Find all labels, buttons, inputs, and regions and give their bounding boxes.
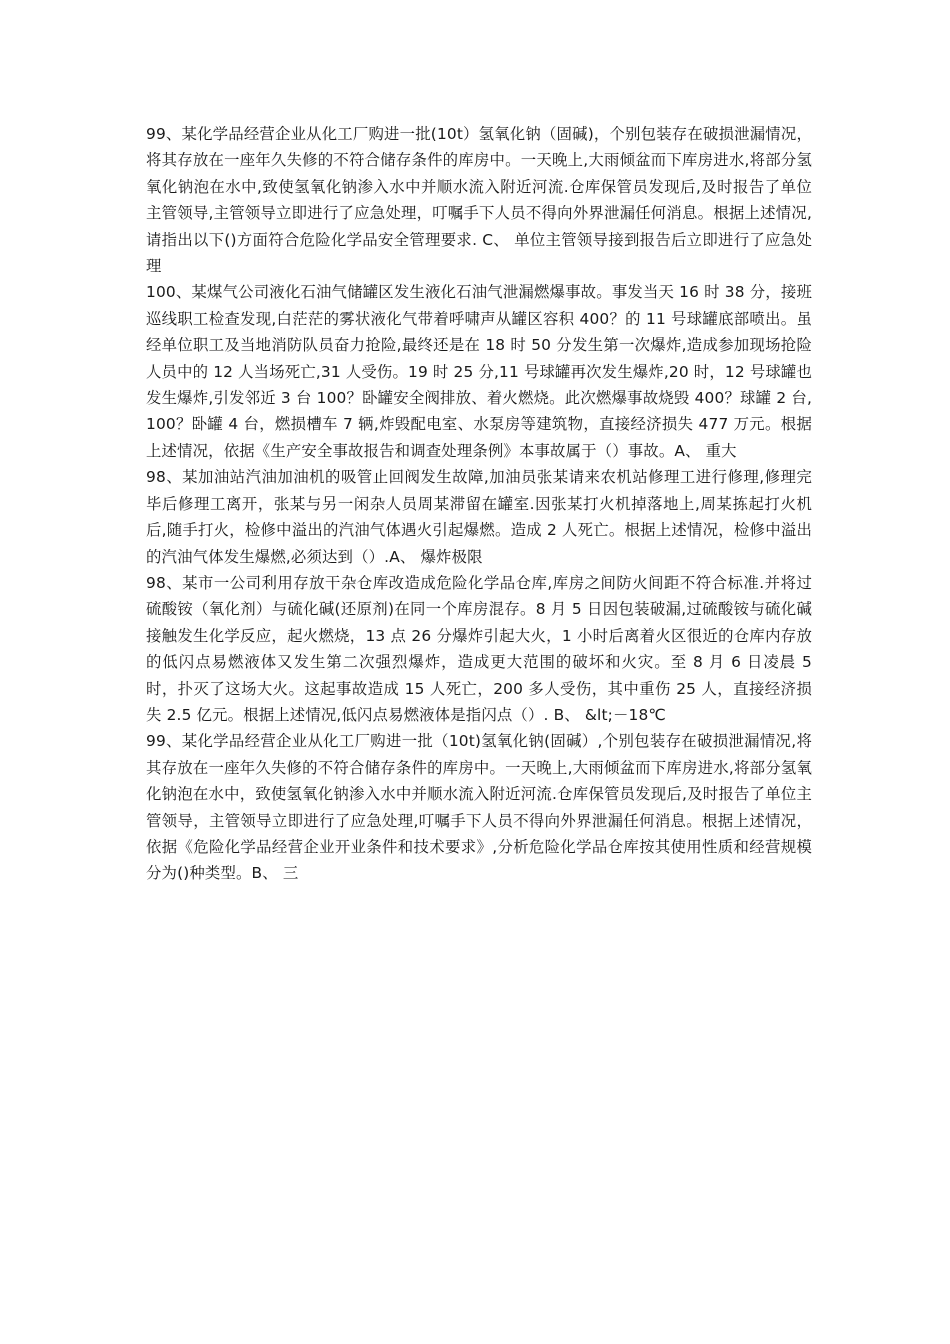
question-98-gas-station: 98、某加油站汽油加油机的吸管止回阀发生故障,加油员张某请来农机站修理工进行修理,修理完毕后修理工离开，张某与另一闲杂人员周某滞留在罐室.因张某打火机掉落地上,周某拣起打火机后,随手打火，检修中溢出的汽油气体遇火引起爆燃。造成 2 人死亡。根据上述情况，检修中溢出的汽油气体发生爆燃,必须达到（）.A、 爆炸极限 [146,468,812,566]
question-100: 100、某煤气公司液化石油气储罐区发生液化石油气泄漏燃爆事故。事发当天 16 时 38 分，接班巡线职工检查发现,白茫茫的雾状液化气带着呼啸声从罐区容积 400？的 11 号球罐底部喷出。虽经单位职工及当地消防队员奋力抢险,最终还是在 18 时 50 分发生第一次爆炸,造成参加现场抢险人员中的 12 人当场死亡,31 人受伤。19 时 25 分,11 号球罐再次发生爆炸,20 时，12 号球罐也发生爆炸,引发邻近 3 台 100？卧罐安全阀排放、着火燃烧。此次燃爆事故烧毁 400？球罐 2 台,100？卧罐 4 台，燃损槽车 7 辆,炸毁配电室、水泵房等建筑物，直接经济损失 477 万元。根据上述情况，依据《生产安全事故报告和调查处理条例》本事故属于（）事故。A、 重大 [146,283,812,460]
question-98-warehouse: 98、某市一公司利用存放干杂仓库改造成危险化学品仓库,库房之间防火间距不符合标准.并将过硫酸铵（氧化剂）与硫化碱(还原剂)在同一个库房混存。8 月 5 日因包装破漏,过硫酸铵与硫化碱接触发生化学反应，起火燃烧，13 点 26 分爆炸引起大火，1 小时后离着火区很近的仓库内存放的低闪点易燃液体又发生第二次强烈爆炸，造成更大范围的破坏和火灾。至 8 月 6 日凌晨 5 时，扑灭了这场大火。这起事故造成 15 人死亡，200 多人受伤，其中重伤 25 人，直接经济损失 2.5 亿元。根据上述情况,低闪点易燃液体是指闪点（）. B、 &lt;－18℃ [146,573,812,724]
document-body [146,121,812,887]
question-99-first: 99、某化学品经营企业从化工厂购进一批(10t）氢氧化钠（固碱)，个别包装存在破损泄漏情况，将其存放在一座年久失修的不符合储存条件的库房中。一天晚上,大雨倾盆而下库房进水,将部分氢氧化钠泡在水中,致使氢氧化钠渗入水中并顺水流入附近河流.仓库保管员发现后,及时报告了单位主管领导,主管领导立即进行了应急处理，叮嘱手下人员不得向外界泄漏任何消息。根据上述情况,请指出以下()方面符合危险化学品安全管理要求. C、 单位主管领导接到报告后立即进行了应急处理 [146,125,812,276]
question-99-second: 99、某化学品经营企业从化工厂购进一批（10t)氢氧化钠(固碱）,个别包装存在破损泄漏情况,将其存放在一座年久失修的不符合储存条件的库房中。一天晚上,大雨倾盆而下库房进水,将部分氢氧化钠泡在水中，致使氢氧化钠渗入水中并顺水流入附近河流.仓库保管员发现后,及时报告了单位主管领导，主管领导立即进行了应急处理,叮嘱手下人员不得向外界泄漏任何消息。根据上述情况，依据《危险化学品经营企业开业条件和技术要求》,分析危险化学品仓库按其使用性质和经营规模分为()种类型。B、 三 [146,732,812,883]
